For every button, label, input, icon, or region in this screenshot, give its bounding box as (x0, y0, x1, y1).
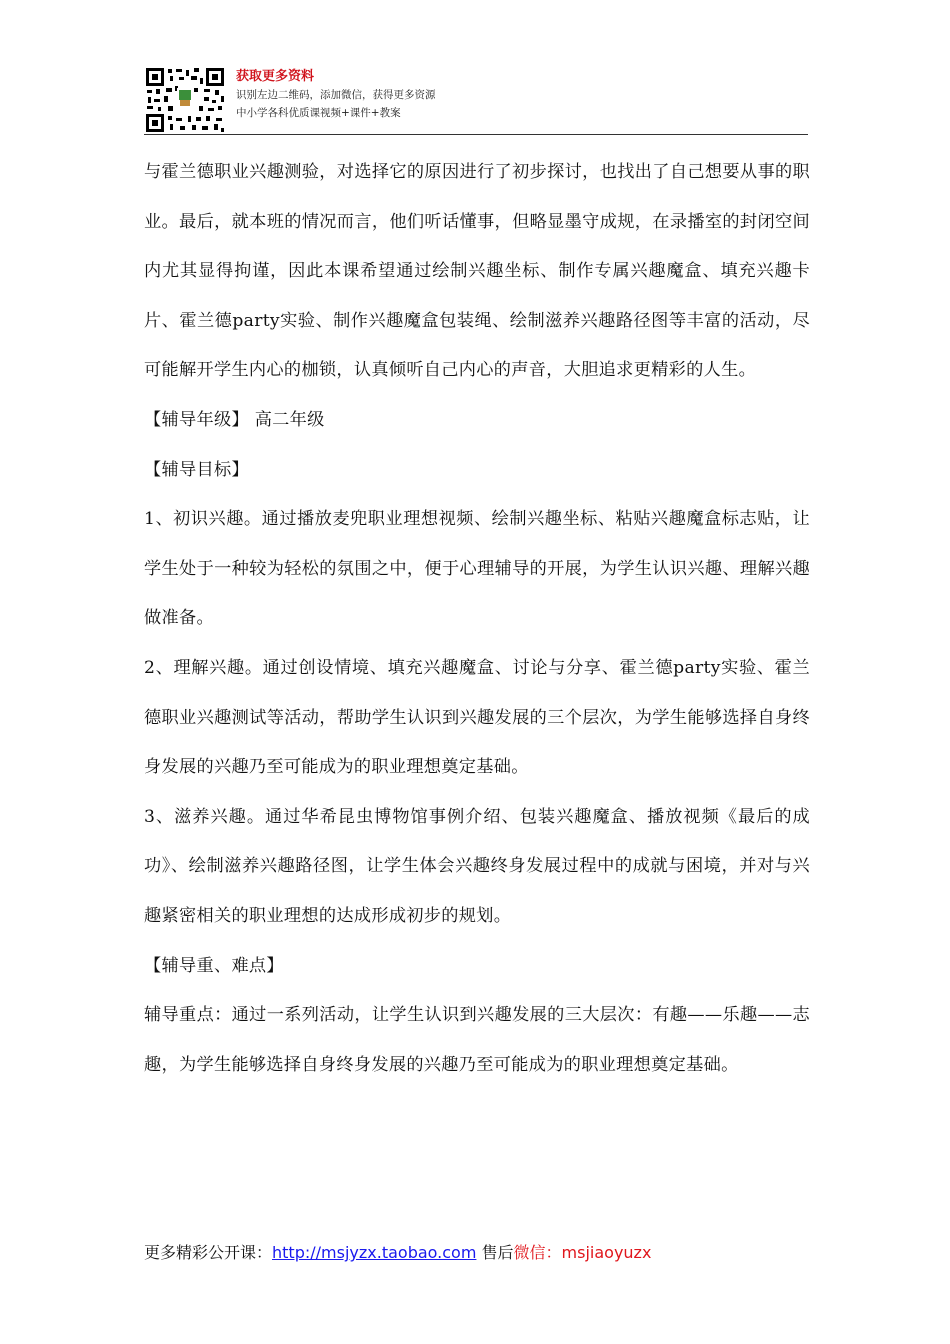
heading-key-points: 【辅导重、难点】 (144, 955, 284, 976)
document-body (144, 148, 810, 1090)
footer-wechat-id: msjiaoyuzx (561, 1243, 652, 1262)
header-divider (144, 134, 808, 135)
page-footer (144, 1238, 651, 1268)
paragraph-goal-1: 1、初识兴趣。通过播放麦兜职业理想视频、绘制兴趣坐标、粘贴兴趣魔盒标志贴，让学生处于一种较为轻松的氛围之中，便于心理辅导的开展，为学生认识兴趣、理解兴趣做准备。 (144, 509, 810, 629)
footer-url-link[interactable]: http://msjyzx.taobao.com (272, 1243, 477, 1262)
paragraph-key-point: 辅导重点：通过一系列活动，让学生认识到兴趣发展的三大层次：有趣——乐趣——志趣，为学生能够选择自身终身发展的兴趣乃至可能成为的职业理想奠定基础。 (144, 1005, 810, 1075)
paragraph-grade: 【辅导年级】 高二年级 (144, 409, 325, 430)
page-header (144, 66, 808, 136)
header-line-1: 识别左边二维码，添加微信，获得更多资源 (236, 89, 436, 101)
header-text-block (236, 68, 436, 122)
header-title: 获取更多资料 (236, 69, 315, 84)
footer-prefix: 更多精彩公开课： (144, 1243, 273, 1262)
paragraph-intro-continued: 与霍兰德职业兴趣测验，对选择它的原因进行了初步探讨，也找出了自己想要从事的职业。最后，就本班的情况而言，他们听话懂事，但略显墨守成规，在录播室的封闭空间内尤其显得拘谨，因此本课希望通过绘制兴趣坐标、制作专属兴趣魔盒、填充兴趣卡片、霍兰德party实验、制作兴趣魔盒包装绳、绘制滋养兴趣路径图等丰富的活动，尽可能解开学生内心的枷锁，认真倾听自己内心的声音，大胆追求更精彩的人生。 (144, 162, 810, 381)
paragraph-goal-2: 2、理解兴趣。通过创设情境、填充兴趣魔盒、讨论与分享、霍兰德party实验、霍兰德职业兴趣测试等活动，帮助学生认识到兴趣发展的三个层次，为学生能够选择自身终身发展的兴趣乃至可能成为的职业理想奠定基础。 (144, 657, 810, 778)
footer-wechat-label: 微信： (513, 1243, 562, 1262)
footer-after-sales: 售后 (476, 1243, 514, 1262)
paragraph-goal-3: 3、滋养兴趣。通过华希昆虫博物馆事例介绍、包装兴趣魔盒、播放视频《最后的成功》、绘制滋养兴趣路径图，让学生体会兴趣终身发展过程中的成就与困境，并对与兴趣紧密相关的职业理想的达成形成初步的规划。 (144, 806, 810, 926)
qr-code-icon (144, 66, 226, 134)
header-line-2: 中小学各科优质课视频+课件+教案 (236, 107, 401, 119)
heading-goals: 【辅导目标】 (144, 459, 249, 480)
